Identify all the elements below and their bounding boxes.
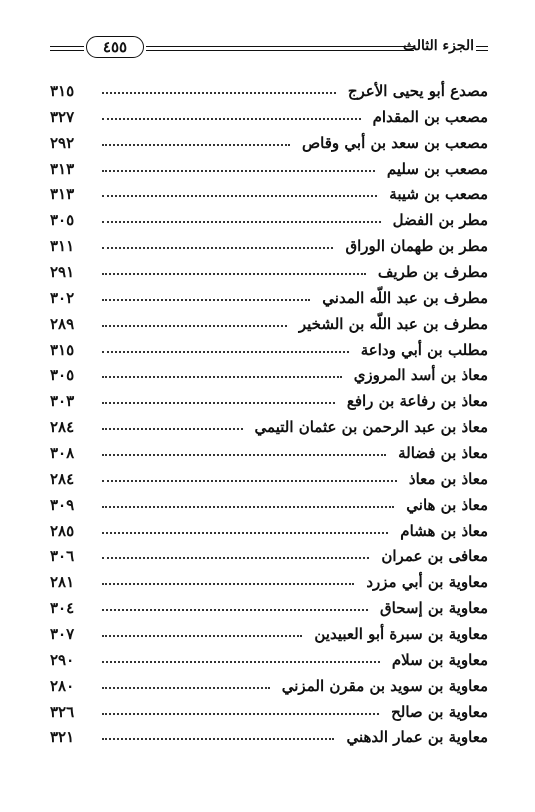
entry-name: مطرف بن عبد اللّه بن الشخير [298, 314, 488, 333]
entry-page-number: ٣٠٧ [50, 624, 75, 643]
index-entry [50, 78, 488, 104]
header-rule-left [50, 46, 84, 51]
entry-name: معافى بن عمران [381, 547, 488, 566]
running-header [50, 34, 488, 62]
dot-leader [102, 661, 380, 663]
dot-leader [102, 738, 334, 740]
dot-leader [102, 273, 366, 275]
dot-leader [102, 713, 379, 715]
entry-page-number: ٢٨١ [50, 573, 75, 592]
index-entry [50, 362, 488, 388]
index-entry [50, 388, 488, 414]
dot-leader [102, 532, 388, 534]
index-entry [50, 414, 488, 440]
dot-leader [102, 247, 333, 249]
index-entry [50, 595, 488, 621]
dot-leader [102, 428, 243, 430]
index-entry [50, 569, 488, 595]
entry-name: معاوية بن سويد بن مقرن المزني [281, 676, 488, 695]
entry-page-number: ٢٨٥ [50, 521, 75, 540]
header-rule-middle [146, 46, 414, 51]
entry-page-number: ٢٨٩ [50, 314, 75, 333]
entry-page-number: ٢٨٤ [50, 418, 75, 437]
index-entry [50, 156, 488, 182]
entry-name: معاوية بن أبي مزرد [366, 573, 488, 592]
entry-page-number: ٣٠٨ [50, 443, 75, 462]
index-entry [50, 311, 488, 337]
entry-name: مطلب بن أبي وداعة [360, 340, 488, 359]
entry-name: معاوية بن إسحاق [380, 599, 488, 618]
dot-leader [102, 402, 335, 404]
entry-page-number: ٢٩١ [50, 262, 75, 281]
index-entry [50, 104, 488, 130]
index-entry [50, 492, 488, 518]
entry-name: مصدع أبو يحيى الأعرج [347, 81, 488, 100]
index-entry [50, 621, 488, 647]
entry-page-number: ٣٠٥ [50, 211, 75, 230]
entry-name: معاذ بن معاذ [408, 469, 488, 488]
dot-leader [102, 92, 336, 94]
entry-page-number: ٣٠٩ [50, 495, 75, 514]
dot-leader [102, 687, 270, 689]
index-entry [50, 699, 488, 725]
entry-page-number: ٣١٥ [50, 340, 75, 359]
entry-name: مطرف بن عبد اللّه المدني [322, 288, 488, 307]
entry-name: معاذ بن هشام [400, 521, 488, 540]
index-entry [50, 440, 488, 466]
entry-page-number: ٢٩٠ [50, 650, 75, 669]
entry-page-number: ٢٩٢ [50, 133, 75, 152]
index-entry [50, 673, 488, 699]
entry-page-number: ٣٠٦ [50, 547, 75, 566]
index-entry [50, 337, 488, 363]
entry-page-number: ٢٨٠ [50, 676, 75, 695]
entry-name: معاوية بن عمار الدهني [346, 728, 488, 747]
dot-leader [102, 221, 381, 223]
entry-name: معاذ بن عبد الرحمن بن عثمان التيمي [254, 418, 488, 437]
index-entry [50, 466, 488, 492]
entry-page-number: ٣٠٤ [50, 599, 75, 618]
dot-leader [102, 195, 377, 197]
entry-page-number: ٣١٣ [50, 185, 75, 204]
dot-leader [102, 635, 302, 637]
volume-title: الجزء الثالث [402, 38, 474, 54]
entry-page-number: ٣١٥ [50, 81, 75, 100]
dot-leader [102, 118, 361, 120]
index-entry [50, 259, 488, 285]
entry-name: معاذ بن هاني [406, 495, 488, 514]
entry-page-number: ٣٠٥ [50, 366, 75, 385]
entry-name: مصعب بن المقدام [372, 107, 488, 126]
entry-page-number: ٣٢٧ [50, 107, 75, 126]
dot-leader [102, 299, 310, 301]
index-entry [50, 518, 488, 544]
dot-leader [102, 583, 354, 585]
index-list [50, 78, 488, 750]
entry-page-number: ٣١٣ [50, 159, 75, 178]
entry-name: معاوية بن سلام [391, 650, 488, 669]
index-entry [50, 207, 488, 233]
index-entry [50, 233, 488, 259]
entry-name: معاوية بن صالح [391, 702, 488, 721]
index-entry [50, 181, 488, 207]
index-entry [50, 285, 488, 311]
dot-leader [102, 609, 368, 611]
dot-leader [102, 351, 349, 353]
entry-name: مطر بن الفضل [392, 211, 488, 230]
dot-leader [102, 557, 369, 559]
index-entry [50, 647, 488, 673]
entry-page-number: ٣٢١ [50, 728, 75, 747]
dot-leader [102, 325, 287, 327]
entry-name: معاذ بن أسد المروزي [353, 366, 488, 385]
header-rule-right [476, 46, 488, 51]
entry-page-number: ٣١١ [50, 237, 75, 256]
entry-name: مصعب بن سعد بن أبي وقاص [302, 133, 488, 152]
entry-page-number: ٣٢٦ [50, 702, 75, 721]
dot-leader [102, 454, 386, 456]
entry-name: معاذ بن رفاعة بن رافع [346, 392, 488, 411]
dot-leader [102, 144, 290, 146]
dot-leader [102, 480, 397, 482]
entry-name: مصعب بن سليم [386, 159, 488, 178]
entry-name: معاذ بن فضالة [398, 443, 488, 462]
index-entry [50, 724, 488, 750]
index-entry [50, 543, 488, 569]
dot-leader [102, 376, 342, 378]
entry-name: مصعب بن شيبة [389, 185, 488, 204]
entry-name: مطر بن طهمان الوراق [345, 237, 488, 256]
index-entry [50, 130, 488, 156]
entry-name: معاوية بن سبرة أبو العبيدين [314, 624, 488, 643]
entry-name: مطرف بن طريف [377, 262, 488, 281]
page-number: ٤٥٥ [86, 36, 144, 58]
dot-leader [102, 506, 394, 508]
entry-page-number: ٣٠٢ [50, 288, 75, 307]
entry-page-number: ٣٠٣ [50, 392, 75, 411]
dot-leader [102, 170, 375, 172]
entry-page-number: ٢٨٤ [50, 469, 75, 488]
